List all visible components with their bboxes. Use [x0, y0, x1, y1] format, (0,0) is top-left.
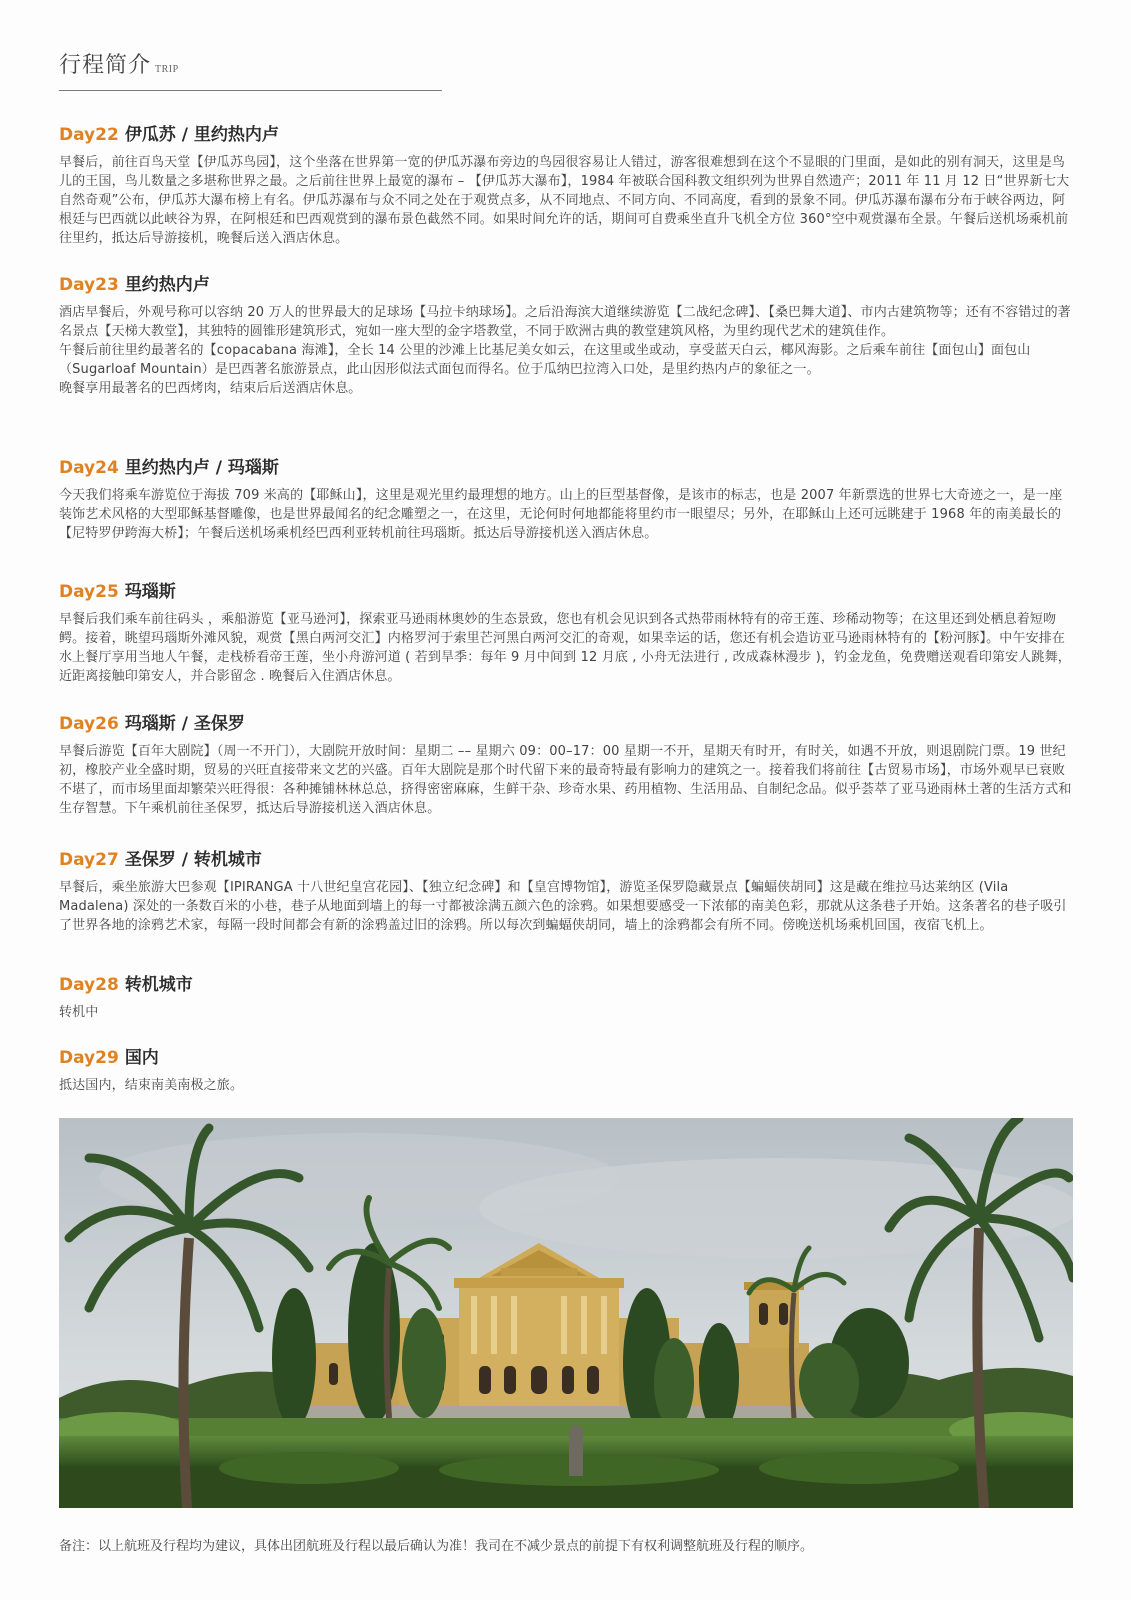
footnote: 备注：以上航班及行程均为建议，具体出团航班及行程以最后确认为准！我司在不减少景点的前提下有权利调整航班及行程的顺序。 — [59, 1539, 814, 1554]
day-number: Day23 — [59, 275, 119, 295]
day-paragraph: 早餐后，前往百鸟天堂【伊瓜苏鸟园】，这个坐落在世界第一宽的伊瓜苏瀑布旁边的鸟园很容易让人错过，游客很难想到在这个不显眼的门里面，是如此的别有洞天，这里是鸟儿的王国，鸟儿数量之多堪称世界之最。之后前往世界上最宽的瀑布 – 【伊瓜苏大瀑布】，1984 年被联合国科教文组织列为世界自然遗产；2011 年 11 月 12 日“世界新七大自然奇观”公布，伊瓜苏大瀑布榜上有名。伊瓜苏瀑布与众不同之处在于观赏点多，从不同地点、不同方向、不同高度，看到的景象不同。伊瓜苏瀑布瀑布分布于峡谷两边，阿根廷与巴西就以此峡谷为界，在阿根廷和巴西观赏到的瀑布景色截然不同。如果时间允许的话，期间可自费乘坐直升飞机全方位 360°空中观赏瀑布全景。午餐后送机场乘机前往里约，抵达后导游接机，晚餐后送入酒店休息。 — [59, 155, 1070, 246]
day-heading — [59, 1043, 1074, 1068]
day-block-24 — [59, 453, 1074, 543]
day-paragraph: 早餐后我们乘车前往码头 ，乘船游览【亚马逊河】，探索亚马逊雨林奥妙的生态景致，您也有机会见识到各式热带雨林特有的帝王莲、珍稀动物等；在这里还到处栖息着短吻鳄。接着，眺望玛瑙斯外滩风貌，观赏【黑白两河交汇】内格罗河于索里芒河黑白两河交汇的奇观，如果幸运的话，您还有机会造访亚马逊雨林特有的【粉河豚】。中午安排在水上餐厅享用当地人午餐，走栈桥看帝王莲，坐小舟游河道 ( 若到旱季：每年 9 月中间到 12 月底 , 小舟无法进行 , 改成森林漫步 )，钓金龙鱼，免费赠送观看印第安人跳舞，近距离接触印第安人，并合影留念 . 晚餐后入住酒店休息。 — [59, 612, 1071, 684]
section-subtitle: TRIP — [155, 64, 179, 75]
day-route: 伊瓜苏 / 里约热内卢 — [124, 125, 279, 145]
day-number: Day24 — [59, 458, 119, 478]
day-description — [59, 878, 1074, 935]
day-heading — [59, 453, 1074, 478]
day-route: 里约热内卢 — [124, 275, 210, 295]
day-paragraph: 早餐后，乘坐旅游大巴参观【IPIRANGA 十八世纪皇宫花园】、【独立纪念碑】和【皇宫博物馆】，游览圣保罗隐藏景点【蝙蝠侠胡同】这是藏在维拉马达莱纳区 (Vila Madalena) 深处的一条数百米的小巷，巷子从地面到墙上的每一寸都被涂满五颜六色的涂鸦。如果想要感受一下浓郁的南美色彩，那就从这条巷子开始。这条著名的巷子吸引了世界各地的涂鸦艺术家，每隔一段时间都会有新的涂鸦盖过旧的涂鸦。所以每次到蝙蝠侠胡同，墙上的涂鸦都会有所不同。傍晚送机场乘机回国，夜宿飞机上。 — [59, 880, 1067, 933]
day-block-29 — [59, 1043, 1074, 1095]
day-heading — [59, 577, 1074, 602]
day-number: Day25 — [59, 582, 119, 602]
day-paragraph: 酒店早餐后，外观号称可以容纳 20 万人的世界最大的足球场【马拉卡纳球场】。之后沿海滨大道继续游览【二战纪念碑】、【桑巴舞大道】、市内古建筑物等；还有不容错过的著名景点【天梯大教堂】，其独特的圆锥形建筑形式，宛如一座大型的金字塔教堂，不同于欧洲古典的教堂建筑风格，为里约现代艺术的建筑佳作。 — [59, 305, 1071, 339]
day-heading — [59, 845, 1074, 870]
day-block-27 — [59, 845, 1074, 935]
day-block-25 — [59, 577, 1074, 686]
day-paragraph: 晚餐享用最著名的巴西烤肉，结束后后送酒店休息。 — [59, 381, 362, 396]
day-description — [59, 610, 1074, 686]
day-number: Day27 — [59, 850, 119, 870]
day-paragraph: 今天我们将乘车游览位于海拔 709 米高的【耶稣山】，这里是观光里约最理想的地方。山上的巨型基督像，是该市的标志，也是 2007 年新票选的世界七大奇迹之一，是一座装饰艺术风格的大型耶稣基督雕像，也是世界最闻名的纪念雕塑之一，在这里，无论何时何地都能将里约市一眼望尽；另外，在耶稣山上还可远眺建于 1968 年的南美最长的【尼特罗伊跨海大桥】；午餐后送机场乘机经巴西利亚转机前往玛瑙斯。抵达后导游接机送入酒店休息。 — [59, 488, 1063, 541]
day-heading — [59, 970, 1074, 995]
day-paragraph: 早餐后游览【百年大剧院】（周一不开门），大剧院开放时间：星期二 –– 星期六 09：00–17：00 星期一不开，星期天有时开，有时关，如遇不开放，则退剧院门票。19 世纪初，橡胶产业全盛时期，贸易的兴旺直接带来文艺的兴盛。百年大剧院是那个时代留下来的最奇特最有影响力的建筑之一。接着我们将前往【古贸易市场】，市场外观早已衰败不堪了，而市场里面却繁荣兴旺得很：各种摊铺林林总总，挤得密密麻麻，生鲜干杂、珍奇水果、药用植物、生活用品、自制纪念品。似乎荟萃了亚马逊雨林土著的生活方式和生存智慧。下午乘机前往圣保罗，抵达后导游接机送入酒店休息。 — [59, 744, 1072, 816]
day-block-23 — [59, 270, 1074, 398]
section-header — [59, 48, 442, 91]
day-paragraph: 转机中 — [59, 1005, 99, 1020]
day-paragraph: 午餐后前往里约最著名的【copacabana 海滩】，全长 14 公里的沙滩上比基尼美女如云，在这里或坐或动，享受蓝天白云，椰风海影。之后乘车前往【面包山】面包山（Sugarloaf Mountain）是巴西著名旅游景点，此山因形似法式面包而得名。位于瓜纳巴拉湾入口处，是里约热内卢的象征之一。 — [59, 343, 1031, 377]
day-paragraph: 抵达国内，结束南美南极之旅。 — [59, 1078, 244, 1093]
day-description — [59, 486, 1074, 543]
day-route: 国内 — [124, 1048, 159, 1068]
day-description — [59, 153, 1074, 248]
day-route: 玛瑙斯 — [124, 582, 176, 602]
day-route: 里约热内卢 / 玛瑙斯 — [124, 458, 279, 478]
palace-garden-photo — [59, 1118, 1073, 1508]
day-number: Day29 — [59, 1048, 119, 1068]
day-description — [59, 1076, 1074, 1095]
day-route: 玛瑙斯 / 圣保罗 — [124, 714, 245, 734]
day-number: Day28 — [59, 975, 119, 995]
day-block-26 — [59, 709, 1074, 818]
day-heading — [59, 709, 1074, 734]
day-description — [59, 303, 1074, 398]
day-block-28 — [59, 970, 1074, 1022]
day-heading — [59, 120, 1074, 145]
day-number: Day22 — [59, 125, 119, 145]
day-number: Day26 — [59, 714, 119, 734]
day-heading — [59, 270, 1074, 295]
day-block-22 — [59, 120, 1074, 248]
section-title: 行程简介 — [59, 53, 152, 78]
day-route: 圣保罗 / 转机城市 — [124, 850, 262, 870]
day-route: 转机城市 — [124, 975, 193, 995]
day-description — [59, 1003, 1074, 1022]
day-description — [59, 742, 1074, 818]
